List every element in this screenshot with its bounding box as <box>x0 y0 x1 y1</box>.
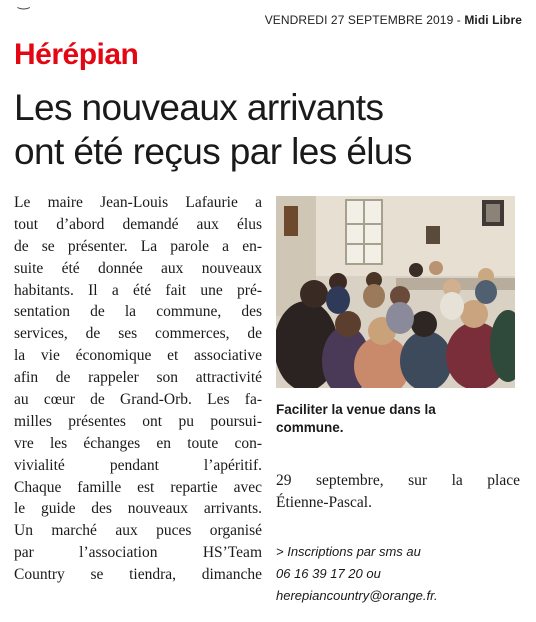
body-line: Le maire Jean-Louis Lafaurie a <box>14 194 262 211</box>
info-email: herepiancountry@orange.fr. <box>276 588 438 603</box>
caption-line: commune. <box>276 420 344 435</box>
body-line: Étienne-Pascal. <box>276 493 372 511</box>
body-line: habitants. Il a été fait une pré- <box>14 281 262 299</box>
article-photo <box>276 196 515 388</box>
dateline <box>265 13 522 27</box>
town-kicker: Hérépian <box>14 38 139 71</box>
page-edge-mark: ‿ <box>18 0 30 10</box>
body-line: afin de rappeler son attractivité <box>14 369 262 387</box>
body-line: la vie économique et associative <box>14 347 262 365</box>
caption-line: Faciliter la venue dans la <box>276 402 436 417</box>
photo-caption <box>276 401 516 437</box>
body-line: Country se tiendra, dimanche <box>14 566 262 584</box>
body-line: services, de ses commerces, de <box>14 325 262 343</box>
headline-line-2: ont été reçus par les élus <box>14 131 412 172</box>
body-line: 29 septembre, sur la place <box>276 472 520 489</box>
body-line: au cœur de Grand-Orb. Les fa- <box>14 391 262 409</box>
body-line: vivialité pendant l’apéritif. <box>14 456 262 474</box>
body-line: milles présentes ont pu poursui- <box>14 412 262 430</box>
dateline-separator: - <box>453 13 465 27</box>
newspaper-name: Midi Libre <box>464 13 522 27</box>
body-line: le guide des nouveaux arrivants. <box>14 500 262 518</box>
meeting-photo-illustration <box>276 196 515 388</box>
headline <box>14 86 529 174</box>
article-body-left <box>14 192 262 586</box>
body-line: Un marché aux puces organisé <box>14 522 262 540</box>
info-phone: 06 16 39 17 20 ou <box>276 566 381 581</box>
body-line: vre les échanges en toute con- <box>14 434 262 452</box>
date-text: VENDREDI 27 SEPTEMBRE 2019 <box>264 13 454 27</box>
body-line: par l’association HS’Team <box>14 544 262 562</box>
headline-line-1: Les nouveaux arrivants <box>14 87 384 128</box>
body-line: Chaque famille est repartie avec <box>14 478 262 496</box>
info-line: > Inscriptions par sms au <box>276 544 421 559</box>
registration-info <box>276 541 526 607</box>
body-line: sentation de la commune, des <box>14 303 262 321</box>
article-body-right <box>276 470 520 514</box>
body-line: suite été donnée aux nouveaux <box>14 259 262 277</box>
body-line: tout d’abord demandé aux élus <box>14 215 262 233</box>
body-line: de se présenter. La parole a en- <box>14 237 262 255</box>
